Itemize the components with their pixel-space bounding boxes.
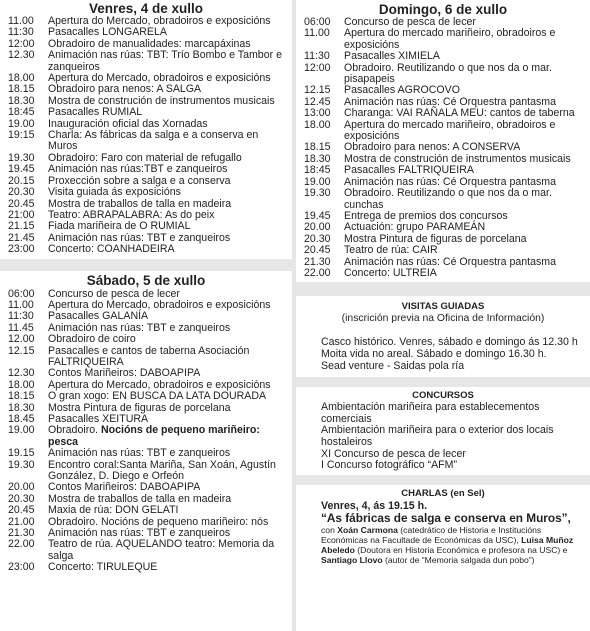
sunday-schedule [296, 17, 590, 279]
event-description [344, 120, 590, 143]
event-time: 18.30 [304, 152, 331, 165]
event-description [48, 50, 292, 73]
event-text: Concerto: TIRULEQUE [48, 561, 158, 574]
schedule-row [296, 63, 590, 86]
event-time: 20.30 [8, 186, 35, 199]
event-text: Obradoiro. [48, 424, 101, 437]
event-description [48, 562, 292, 573]
contests-list [296, 402, 590, 472]
event-text: Obradoiro. Nocións de pequeno mariñeiro: nós [48, 515, 269, 528]
event-description [48, 244, 292, 255]
event-time: 23:00 [8, 243, 35, 256]
event-text: Obradoiro para nenos: A SALGA [48, 83, 202, 96]
event-time: 12:00 [304, 61, 331, 74]
talk-date: Venres, 4, ás 19.15 h. [321, 499, 428, 512]
event-text: Animación nas rúas: TBT e zanqueiros [48, 231, 231, 244]
event-time: 13:00 [304, 107, 331, 120]
event-time: 18:45 [8, 106, 35, 119]
schedule-row [0, 539, 292, 562]
schedule-row [296, 28, 590, 51]
event-text: Charanga: VAI RAÑALA MEU: cantos de taberna [344, 107, 575, 120]
event-time: 12.15 [304, 84, 331, 97]
schedule-row [0, 323, 292, 334]
event-text: Actuación: grupo PARAMEÁN [344, 221, 486, 234]
event-time: 18.15 [304, 141, 331, 154]
event-time: 11.00 [8, 298, 34, 311]
event-text: Fiada mariñeira de O RUMIAL [48, 220, 191, 233]
section-divider [296, 377, 590, 387]
event-time: 18.00 [8, 72, 35, 85]
event-text: Apertura do mercado mariñeiro, obradoiros e exposicións [344, 118, 556, 143]
event-text: Mostra de traballos de talla en madeira [48, 197, 232, 210]
event-time: 19.00 [304, 175, 331, 188]
event-time: 22.00 [304, 266, 331, 279]
event-time: 19.15 [8, 447, 35, 460]
event-text: Apertura do Mercado, obradoiros e exposicións [48, 72, 271, 85]
event-time: 23:00 [8, 561, 35, 574]
contests-section [296, 390, 590, 472]
event-text: Concurso de pesca de lecer [344, 16, 476, 28]
event-text: Pasacalles LONGARELA [48, 26, 167, 39]
event-text: Animación nas rúas: Cé Orquestra pantasma [344, 255, 556, 268]
event-text: Contos Mariñeiros: DABOAPIPA [48, 367, 201, 380]
event-text: Apertura do Mercado, obradoiros e exposicións [48, 378, 271, 391]
event-time: 19.00 [8, 117, 35, 130]
event-text: Apertura do Mercado, obradoiros e exposicións [48, 15, 271, 27]
event-time: 18.00 [8, 378, 35, 391]
section-divider [296, 282, 590, 296]
schedule-row [0, 50, 292, 73]
event-text: Visita guiada ás exposicións [48, 186, 181, 199]
event-time: 19.30 [304, 187, 331, 200]
event-text: Pasacalles FALTRIQUEIRA [344, 164, 474, 177]
schedule-row [296, 268, 590, 279]
talks-section [296, 488, 590, 565]
event-time: 21.45 [8, 231, 35, 244]
event-highlight: Nocións de pequeno mariñeiro: pesca [48, 424, 260, 448]
event-text: Inauguración oficial das Xornadas [48, 117, 208, 130]
schedule-row [0, 425, 292, 448]
event-time: 20.15 [8, 174, 35, 187]
event-text: Encontro coral:Santa Mariña, San Xoán, Agustín González, D. Diego e Orfeón [48, 458, 276, 483]
saturday-schedule [0, 289, 292, 574]
schedule-row [0, 346, 292, 369]
event-time: 21.30 [8, 527, 35, 540]
talk-description [296, 525, 590, 565]
event-time: 12.15 [8, 344, 35, 357]
event-text: Pasacalles GALANÍA [48, 310, 149, 323]
event-text: Mostra Pintura de figuras de porcelana [344, 232, 527, 245]
event-text: Pasacalles XIMIELA [344, 50, 440, 63]
event-text: Animación nas rúas: TBT e zanqueiros [48, 321, 231, 334]
event-description [48, 539, 292, 562]
event-time: 19.00 [8, 424, 35, 437]
guided-visits-title: VISITAS GUIADAS [401, 301, 485, 313]
event-time: 12:00 [8, 37, 35, 50]
event-time: 18.30 [8, 94, 35, 107]
schedule-row [0, 96, 292, 107]
event-description [48, 425, 292, 448]
event-time: 18.00 [304, 118, 331, 131]
event-text: Animación nas rúas: Cé Orquestra pantasma [344, 175, 556, 188]
event-description [344, 63, 590, 86]
event-time: 21.00 [8, 515, 35, 528]
event-text: Pasacalles RUMIAL [48, 106, 143, 119]
schedule-row [0, 460, 292, 483]
event-text: Charla: As fábricas da salga e a conserva en Muros [48, 129, 259, 153]
event-description [48, 460, 292, 483]
event-text: Animación nas rúas: TBT: Trío Bombo e Tambor e zanqueiros [48, 49, 282, 73]
event-time: 19.45 [304, 209, 331, 222]
event-text: Proxección sobre a salga e a conserva [48, 174, 231, 187]
schedule-row [0, 130, 292, 153]
guided-visits-section [296, 301, 590, 372]
event-text: Mostra de construción de instrumentos musicais [48, 94, 275, 107]
event-text: Mostra Pintura de figuras de porcelana [48, 401, 231, 414]
event-time: 11.45 [8, 321, 34, 334]
event-time: 11:30 [304, 50, 330, 63]
friday-title: Venres, 4 de xullo [88, 1, 204, 16]
event-time: 21:00 [8, 208, 35, 221]
event-time: 11:30 [8, 310, 34, 323]
sunday-title: Domingo, 6 de xullo [378, 2, 508, 17]
event-text: Animación nas rúas: TBT e zanqueiros [48, 447, 231, 460]
guided_visits-item: Sead venture - Saidas pola ría [321, 359, 465, 372]
speaker-name: Xoán Carmona [337, 524, 398, 535]
event-text: Pasacalles AGROCOVO [344, 84, 460, 97]
schedule-row [296, 257, 590, 268]
schedule-row [0, 562, 292, 573]
event-text: Teatro de rúa. AQUELANDO teatro: Memoria da salga [48, 538, 275, 562]
event-text: Mostra de traballos de talla en madeira [48, 492, 232, 505]
event-text: Entrega de premios dos concursos [344, 209, 508, 222]
event-text: Obradoiro para nenos: A CONSERVA [344, 141, 521, 154]
event-time: 20.30 [304, 232, 331, 245]
friday-schedule [0, 16, 292, 256]
speaker-name: Luisa Muñoz Abeledo [321, 534, 574, 555]
event-time: 06:00 [8, 287, 35, 300]
event-text: Concerto: COANHADEIRA [48, 243, 175, 256]
event-time: 22.00 [8, 538, 35, 551]
event-text: Apertura do mercado mariñeiro, obradoiros e exposicións [344, 27, 556, 51]
event-text: Pasacalles XEITURA [48, 413, 149, 425]
event-text: Animación nas rúas:TBT e zanqueiros [48, 163, 228, 176]
talk-desc-text: con [321, 524, 338, 535]
event-text: Maxia de rúa: DON GELATI [48, 504, 179, 517]
saturday-title: Sábado, 5 de xullo [86, 272, 206, 288]
event-time: 12.30 [8, 367, 35, 380]
section-divider [296, 475, 590, 485]
schedule-row [296, 188, 590, 211]
event-time: 20.30 [8, 492, 35, 505]
talk-desc-text: (autor de “Memoria salgada dun pobo”) [382, 554, 535, 565]
schedule-row [0, 244, 292, 255]
event-text: Obradoiro de coiro [48, 333, 136, 346]
guided_visits-item: Moita vida no areal. Sábado e domingo 16.30 h. [321, 347, 547, 360]
event-time: 06:00 [304, 16, 331, 28]
event-time: 12.00 [8, 333, 35, 346]
event-text: Obradoiro. Reutilizando o que nos da o mar. pisapapeis [344, 61, 552, 86]
event-time: 18.15 [8, 390, 35, 403]
event-text: Mostra de construción de instrumentos musicais [344, 152, 571, 165]
schedule-row [296, 234, 590, 245]
event-time: 18.30 [8, 401, 35, 414]
event-time: 20.45 [304, 244, 331, 257]
section-divider [0, 259, 292, 271]
event-text: Concurso de pesca de lecer [48, 287, 180, 300]
event-time: 19.30 [8, 151, 35, 164]
event-text: Pasacalles e cantos de taberna Asociación FALTRIQUEIRA [48, 344, 250, 368]
event-time: 21.30 [304, 255, 331, 268]
event-description [48, 130, 292, 153]
event-time: 11.00 [8, 15, 34, 27]
guided-visits-subtitle: (inscrición previa na Oficina de Información) [341, 313, 545, 325]
event-text: Concerto: ULTREIA [344, 266, 437, 279]
event-time: 20.00 [8, 481, 35, 494]
event-time: 21.15 [8, 220, 35, 233]
event-description [344, 188, 590, 211]
event-text: Animación nas rúas: TBT e zanqueiros [48, 527, 231, 540]
contests-item: I Concurso fotográfico “AFM” [321, 459, 457, 472]
event-time: 20.45 [8, 197, 35, 210]
event-time: 19:15 [8, 129, 35, 142]
right-column [296, 0, 590, 565]
event-time: 20.45 [8, 504, 35, 517]
event-description [344, 28, 590, 51]
talk-desc-text: (Doutora en Historia Económica e profesora na USC) e [354, 544, 568, 555]
contests-item: XI Concurso de pesca de lecer [321, 447, 466, 460]
event-time: 19.30 [8, 458, 35, 471]
event-time: 12.45 [304, 95, 331, 108]
event-text: Obradoiro. Reutilizando o que nos da o mar. cunchas [344, 187, 552, 211]
event-text: O gran xogo: EN BUSCA DA LATA DOURADA [48, 390, 267, 403]
event-text: Apertura do Mercado, obradoiros e exposicións [48, 298, 271, 311]
event-time: 18.15 [8, 83, 35, 96]
talks-title: CHARLAS (en Sel) [401, 487, 485, 499]
event-text: Contos Mariñeiros: DABOAPIPA [48, 481, 201, 494]
guided-visits-list [296, 337, 590, 372]
event-time: 18.45 [8, 413, 35, 425]
event-text: Obradoiro de manualidades: marcapáxinas [48, 37, 251, 50]
event-description [344, 268, 590, 279]
event-time: 11:30 [8, 26, 34, 39]
event-time: 20.00 [304, 221, 331, 234]
talk-title: “As fábricas de salga e conserva en Muros”, [321, 510, 571, 525]
event-description [48, 346, 292, 369]
event-time: 12.30 [8, 49, 35, 62]
event-time: 18:45 [304, 164, 331, 177]
left-column [0, 0, 292, 574]
event-text: Animación nas rúas: Cé Orquestra pantasma [344, 95, 556, 108]
event-time: 19.45 [8, 163, 35, 176]
speaker-name: Santiago Llovo [321, 554, 383, 565]
talk-desc-text: (catedrático de Historia e Institucións Económicas na Facultade de Económicas da USC), [321, 524, 542, 545]
event-text: Teatro: ABRAPALABRA: As do peix [48, 208, 215, 221]
contests-item: Ambientación mariñeira para establecementos comerciais [321, 401, 540, 425]
event-text: Teatro de rúa: CAIR [344, 244, 438, 257]
contests-title: CONCURSOS [412, 390, 474, 402]
contests-item: Ambientación mariñeira para o exterior dos locais hostaleiros [321, 424, 554, 448]
event-time: 11.00 [304, 27, 330, 40]
event-text: Obradoiro: Faro con material de refugallo [48, 151, 242, 164]
guided_visits-item: Casco histórico. Venres, sábado e domingo ás 12.30 h [321, 336, 578, 349]
schedule-row [296, 120, 590, 143]
